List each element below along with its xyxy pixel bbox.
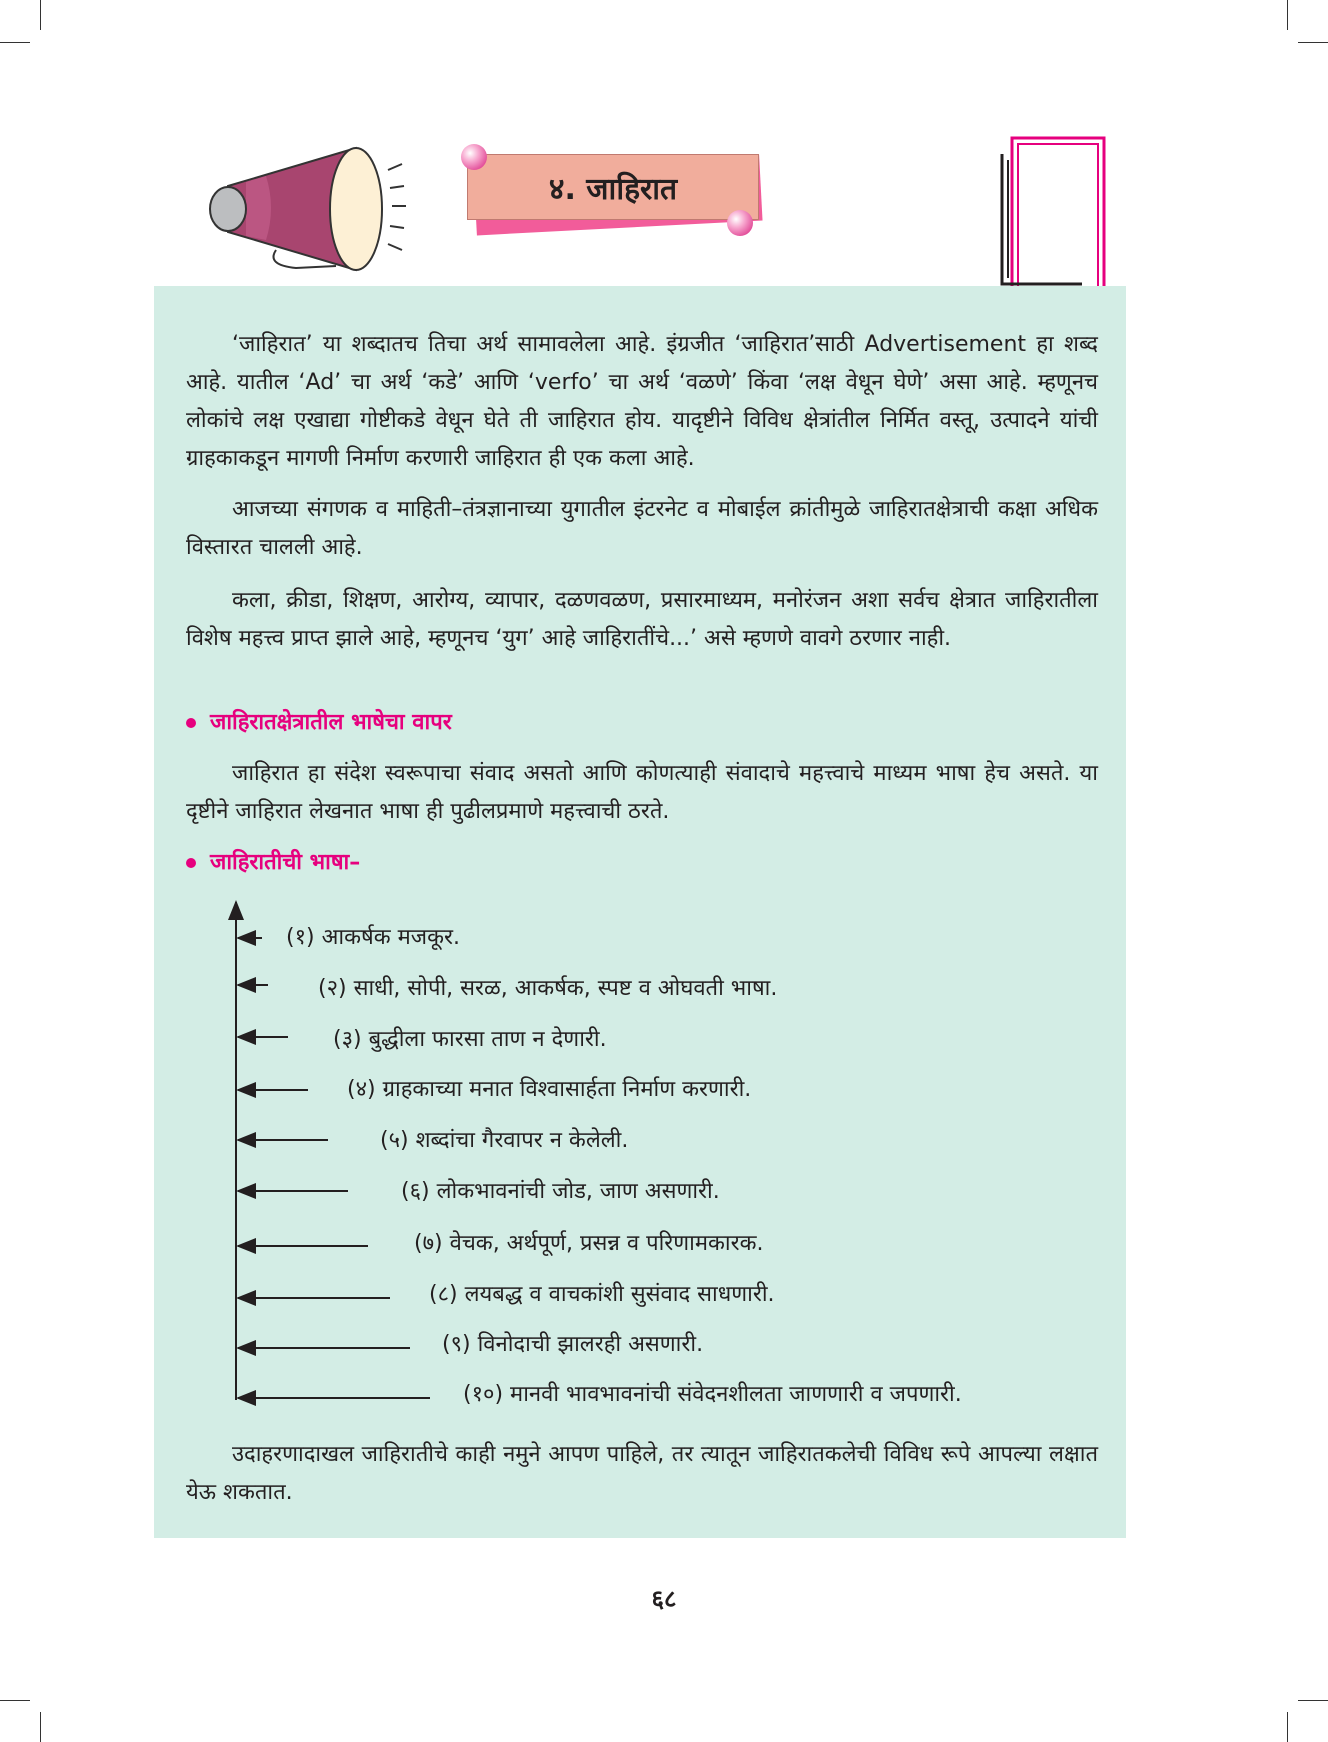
intro-paragraph: ‘जाहिरात’ या शब्दातच तिचा अर्थ सामावलेला आहे. इंग्रजीत ‘जाहिरात’साठी Advertisement हा शब्द आहे. यातील ‘Ad’ चा अर्थ ‘कडे’ आणि ‘verfo’ चा अर्थ ‘वळणे’ किंवा ‘लक्ष वेधून घेणे’ असा आहे. म्हणूनच लोकांचे लक्ष एखाद्या गोष्टीकडे वेधून घेते ती जाहिरात होय. यादृष्टीने विविध क्षेत्रांतील निर्मित वस्तू, उत्पादने यांची ग्राहकाकडून मागणी निर्माण करणारी जाहिरात ही एक कला आहे. — [186, 332, 1098, 471]
crop-mark — [1298, 1700, 1328, 1701]
list-item: (८) लयबद्ध व वाचकांशी सुसंवाद साधणारी. — [429, 1282, 775, 1307]
list-item: (७) वेचक, अर्थपूर्ण, प्रसन्न व परिणामकारक. — [414, 1231, 764, 1256]
megaphone-icon — [206, 140, 446, 280]
list-item: (६) लोकभावनांची जोड, जाण असणारी. — [401, 1179, 720, 1204]
chapter-title-card — [467, 148, 767, 238]
paragraph-examples: उदाहरणादाखल जाहिरातीचे काही नमुने आपण पाहिले, तर त्यातून जाहिरातकलेची विविध रूपे आपल्या लक्षात येऊ शकतात. — [186, 1442, 1098, 1505]
crop-mark — [1287, 0, 1288, 30]
page-number: ६८ — [651, 1585, 677, 1613]
list-item: (९) विनोदाची झालरही असणारी. — [442, 1332, 704, 1357]
list-item: (३) बुद्धीला फारसा ताण न देणारी. — [333, 1027, 607, 1052]
paragraph-communication: जाहिरात हा संदेश स्वरूपाचा संवाद असतो आणि कोणत्याही संवादाचे महत्त्वाचे माध्यम भाषा हेच असते. या दृष्टीने जाहिरात लेखनात भाषा ही पुढीलप्रमाणे महत्त्वाची ठरते. — [186, 761, 1098, 824]
list-item: (४) ग्राहकाच्या मनात विश्वासार्हता निर्माण करणारी. — [347, 1077, 752, 1102]
crop-mark — [1287, 1712, 1288, 1742]
pin-icon — [461, 144, 487, 170]
paragraph-fields: कला, क्रीडा, शिक्षण, आरोग्य, व्यापार, दळणवळण, प्रसारमाध्यम, मनोरंजन अशा सर्वच क्षेत्रात जाहिरातीला विशेष महत्त्व प्राप्त झाले आहे, म्हणूनच ‘युग’ आहे जाहिरातींचे...’ असे म्हणणे वावगे ठरणार नाही. — [186, 588, 1098, 651]
pin-icon — [727, 210, 753, 236]
crop-mark — [0, 1700, 30, 1701]
chapter-title: ४. जाहिरात — [467, 154, 759, 220]
crop-mark — [0, 42, 30, 43]
section-heading-text: जाहिरातक्षेत्रातील भाषेचा वापर — [210, 710, 452, 735]
section-heading-ad-language — [186, 848, 360, 878]
list-item: (१) आकर्षक मजकूर. — [286, 925, 460, 950]
list-item: (५) शब्दांचा गैरवापर न केलेली. — [380, 1128, 629, 1153]
section-heading-language-use — [186, 708, 452, 738]
bullet-icon — [186, 718, 196, 728]
crop-mark — [40, 0, 41, 30]
section-heading-text: जाहिरातीची भाषा– — [210, 850, 361, 875]
paragraph-technology: आजच्या संगणक व माहिती–तंत्रज्ञानाच्या युगातील इंटरनेट व मोबाईल क्रांतीमुळे जाहिरातक्षेत्राची कक्षा अधिक विस्तारत चालली आहे. — [186, 497, 1098, 560]
list-item: (१०) मानवी भावभावनांची संवेदनशीलता जाणणारी व जपणारी. — [463, 1382, 962, 1407]
crop-mark — [1298, 42, 1328, 43]
crop-mark — [40, 1712, 41, 1742]
bullet-icon — [186, 858, 196, 868]
frame-decoration-icon — [998, 134, 1108, 300]
list-item: (२) साधी, सोपी, सरळ, आकर्षक, स्पष्ट व ओघवती भाषा. — [318, 976, 778, 1001]
